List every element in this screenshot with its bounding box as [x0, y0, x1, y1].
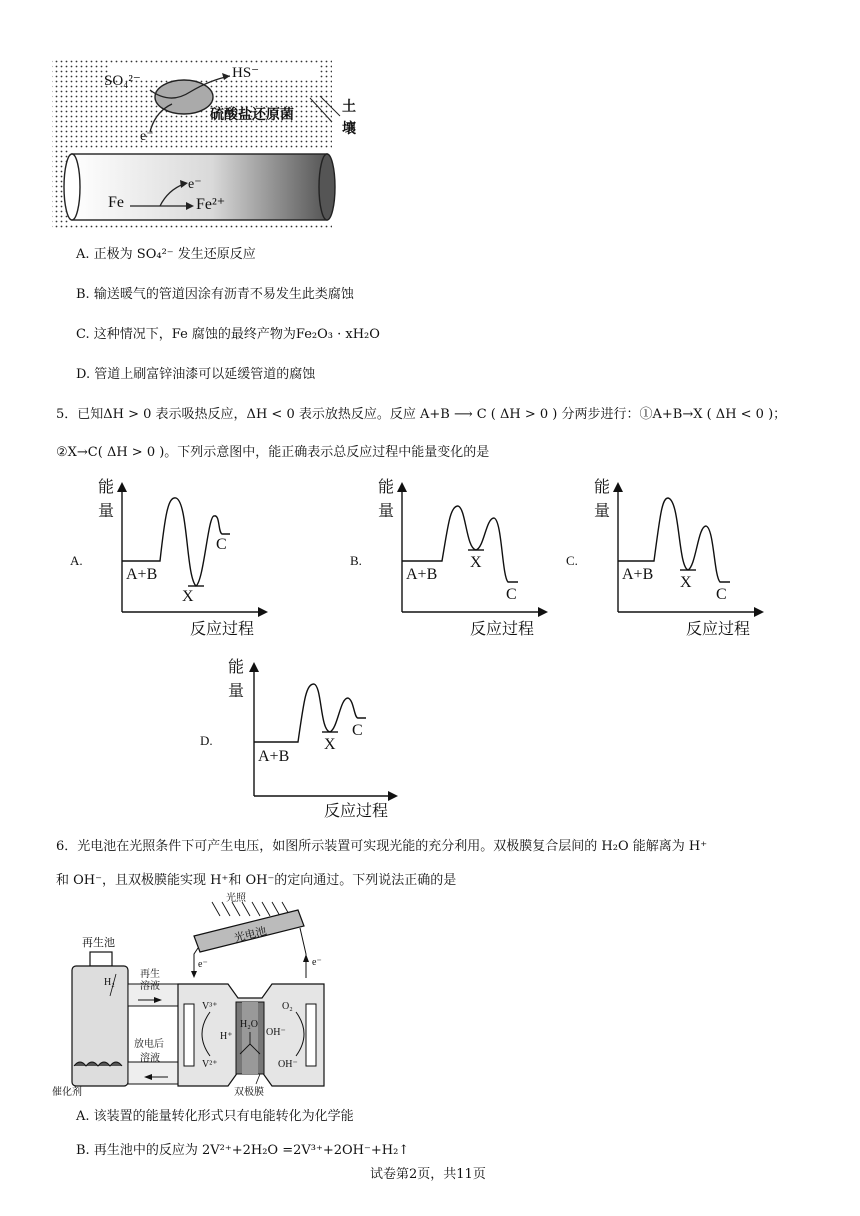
- electron-label-top: e⁻: [140, 129, 154, 144]
- chart-d-letter: D.: [200, 733, 213, 748]
- chart-b-ylabel-bottom: 量: [378, 501, 395, 520]
- h2-label: H₂: [104, 977, 115, 988]
- energy-chart-b: [350, 476, 560, 646]
- catalyst-label: 催化剂: [52, 1087, 82, 1098]
- chart-d-end: C: [352, 722, 363, 739]
- regen-solution-label-1: 再生: [140, 969, 160, 980]
- soil-label: 土壤: [342, 99, 356, 137]
- chart-c-end: C: [716, 586, 727, 603]
- chart-c-start: A+B: [622, 566, 654, 583]
- chart-b-letter: B.: [350, 553, 362, 568]
- chart-b-xlabel: 反应过程: [470, 619, 535, 638]
- corrosion-figure: [50, 60, 370, 230]
- q6-stem-line2: 和 OH⁻，且双极膜能实现 H⁺和 OH⁻的定向通过。下列说法正确的是: [56, 873, 457, 888]
- o2-label: O₂: [282, 1001, 293, 1012]
- electron-right-label: e⁻: [312, 957, 322, 968]
- q4-option-b: B. 输送暖气的管道因涂有沥青不易发生此类腐蚀: [76, 287, 354, 302]
- ohminus-right-label: OH⁻: [278, 1059, 298, 1070]
- chart-b-start: A+B: [406, 566, 438, 583]
- q6-option-b: B. 再生池中的反应为 2V²⁺+2H₂O =2V³⁺+2OH⁻+H₂↑: [76, 1143, 410, 1158]
- light-label: 光照: [226, 893, 246, 904]
- chart-a-ylabel-bottom: 量: [98, 501, 115, 520]
- photocell-label: 光电池: [232, 924, 268, 945]
- energy-curve-d: [254, 684, 366, 742]
- electron-left-label: e⁻: [198, 959, 208, 970]
- chart-a-xlabel: 反应过程: [190, 619, 255, 638]
- q4-option-a: A. 正极为 SO₄²⁻ 发生还原反应: [76, 247, 256, 262]
- q4-option-d: D. 管道上刷富锌油漆可以延缓管道的腐蚀: [76, 367, 316, 382]
- product-label: HS⁻: [232, 65, 260, 81]
- fe2-label: Fe²⁺: [196, 196, 226, 213]
- regen-tank: [72, 966, 128, 1086]
- v2-label: V²⁺: [202, 1059, 218, 1070]
- photocell-figure: [50, 892, 360, 1104]
- h2o-label: H₂O: [240, 1019, 258, 1030]
- energy-chart-a: [70, 476, 280, 646]
- chart-a-ylabel-top: 能: [98, 477, 115, 496]
- bacteria-label: 硫酸盐还原菌: [210, 107, 294, 123]
- chart-d-start: A+B: [258, 748, 290, 765]
- q6-option-a: A. 该装置的能量转化形式只有电能转化为化学能: [76, 1109, 354, 1124]
- v3-label: V³⁺: [202, 1001, 218, 1012]
- energy-chart-c: [566, 476, 776, 646]
- chart-d-ylabel-bottom: 量: [228, 681, 245, 700]
- chart-a-end: C: [216, 536, 227, 553]
- chart-b-ylabel-top: 能: [378, 477, 395, 496]
- chart-d-ylabel-top: 能: [228, 657, 245, 676]
- chart-a-mid: X: [182, 588, 194, 605]
- chart-c-mid: X: [680, 574, 692, 591]
- chart-c-xlabel: 反应过程: [686, 619, 751, 638]
- light-arrows: [212, 902, 290, 916]
- chart-d-xlabel: 反应过程: [324, 801, 389, 820]
- q5-stem-line1: 5．已知ΔH > 0 表示吸热反应，ΔH < 0 表示放热反应。反应 A+B ⟶ C ( ΔH > 0 ) 分两步进行：①A+B→X ( ΔH < 0 )；: [56, 407, 787, 422]
- q4-option-c: C. 这种情况下，Fe 腐蚀的最终产物为Fe₂O₃ · xH₂O: [76, 327, 380, 342]
- regen-solution-label-2: 溶液: [140, 981, 160, 992]
- chart-c-ylabel-top: 能: [594, 477, 611, 496]
- page-footer: 试卷第2页，共11页: [370, 1167, 486, 1182]
- discharged-label-1: 放电后: [134, 1039, 164, 1050]
- hplus-label: H⁺: [220, 1031, 233, 1042]
- ohminus-mid-label: OH⁻: [266, 1027, 286, 1038]
- chart-a-letter: A.: [70, 553, 83, 568]
- chart-a-start: A+B: [126, 566, 158, 583]
- chart-c-letter: C.: [566, 553, 578, 568]
- q6-stem-line1: 6．光电池在光照条件下可产生电压，如图所示装置可实现光能的充分利用。双极膜复合层间的 H₂O 能解离为 H⁺: [56, 839, 708, 854]
- energy-chart-d: [200, 656, 410, 826]
- sulfate-label: SO₄²⁻: [104, 73, 141, 89]
- chart-b-end: C: [506, 586, 517, 603]
- regen-label: 再生池: [82, 936, 115, 949]
- q5-stem-line2: ②X→C( ΔH > 0 )。下列示意图中，能正确表示总反应过程中能量变化的是: [56, 445, 490, 460]
- fe-label: Fe: [108, 194, 124, 211]
- chart-c-ylabel-bottom: 量: [594, 501, 611, 520]
- membrane-label: 双极膜: [234, 1087, 264, 1098]
- discharged-label-2: 溶液: [140, 1053, 160, 1064]
- electron-label-pipe: e⁻: [188, 177, 202, 192]
- chart-d-mid: X: [324, 736, 336, 753]
- chart-b-mid: X: [470, 554, 482, 571]
